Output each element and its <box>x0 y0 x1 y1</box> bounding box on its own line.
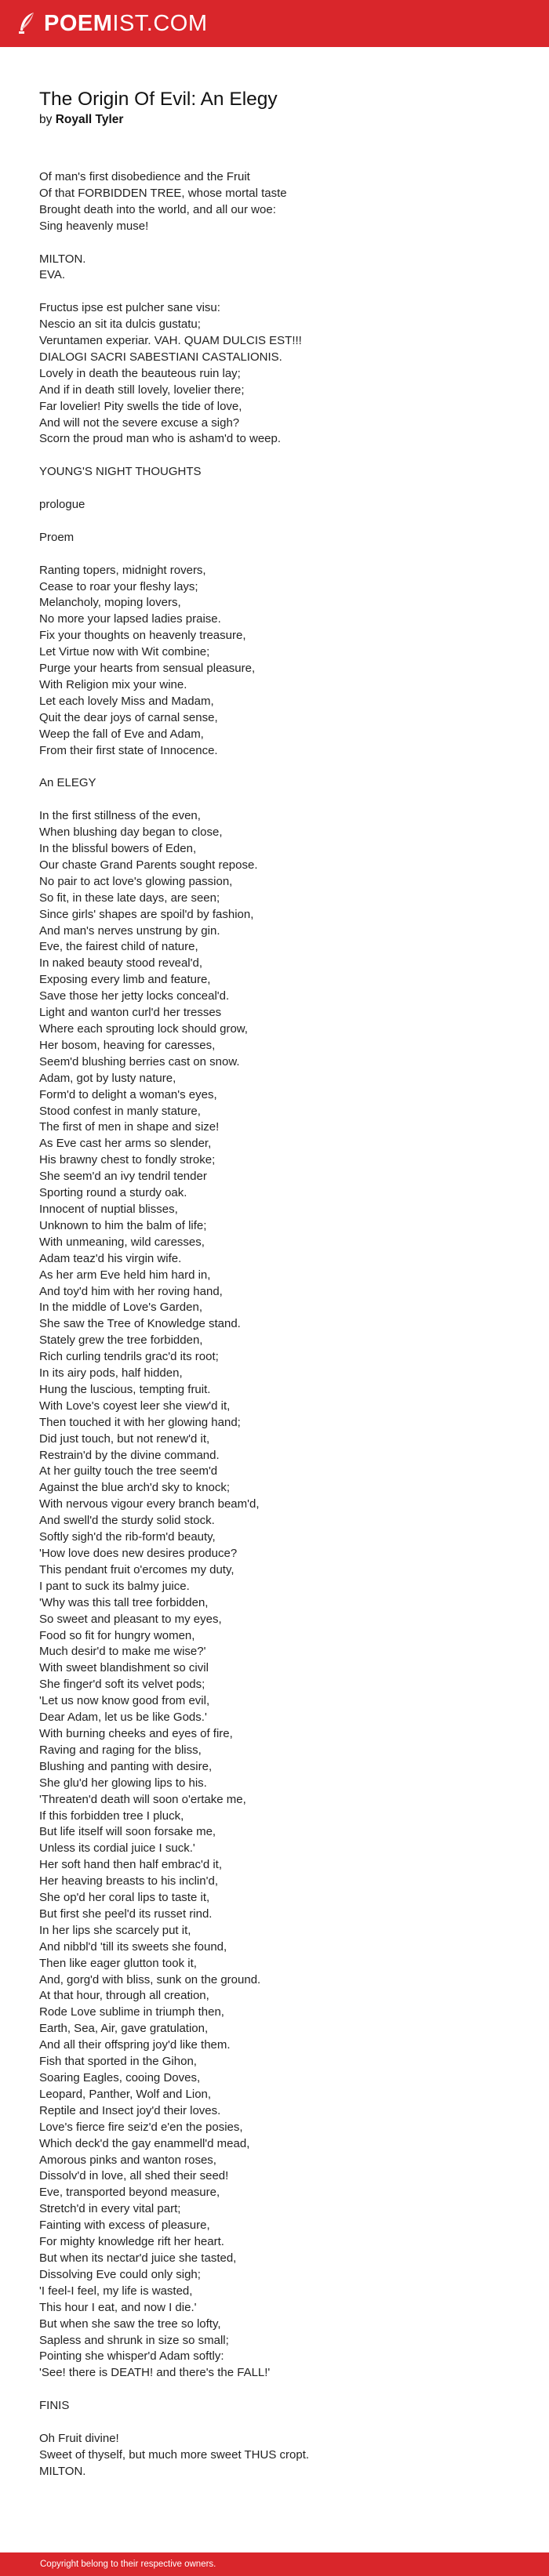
poem-line: Blushing and panting with desire, <box>39 1759 213 1773</box>
poem-line: Purge your hearts from sensual pleasure, <box>39 662 256 676</box>
poem-line: This hour I eat, and now I die.' <box>39 2300 197 2314</box>
poem-line: Eve, the fairest child of nature, <box>39 940 198 954</box>
poem-line: Innocent of nuptial blisses, <box>39 1202 178 1216</box>
poem-line: In the middle of Love's Garden, <box>39 1301 202 1315</box>
poem-line: 'Let us now know good from evil, <box>39 1694 210 1708</box>
poem-line: Weep the fall of Eve and Adam, <box>39 727 204 741</box>
poem-line: Lovely in death the beauteous ruin lay; <box>39 366 241 380</box>
poem-stanza <box>39 563 518 760</box>
poem-line: Adam, got by lusty nature, <box>39 1071 176 1085</box>
poem-stanza <box>39 300 518 448</box>
poem-line: MILTON. <box>39 2464 86 2478</box>
poem-line: At that hour, through all creation, <box>39 1989 209 2003</box>
poem-line: Her heaving breasts to his inclin'd, <box>39 1874 218 1888</box>
poem-line: Form'd to delight a woman's eyes, <box>39 1087 217 1101</box>
poem-stanza <box>39 464 518 481</box>
poem-line: Soaring Eagles, cooing Doves, <box>39 2071 201 2084</box>
poem-line: EVA. <box>39 268 66 282</box>
poem-line: Melancholy, moping lovers, <box>39 596 181 610</box>
poem-line: If this forbidden tree I pluck, <box>39 1809 184 1823</box>
site-footer <box>0 2552 549 2576</box>
poem-line: Much desir'd to make me wise?' <box>39 1645 206 1659</box>
poem-line: Stretch'd in every vital part; <box>39 2202 181 2216</box>
poem-stanza <box>39 497 518 513</box>
poem-line: Unless its cordial juice I suck.' <box>39 1841 195 1856</box>
byline-prefix: by <box>39 113 53 126</box>
poem-line: With unmeaning, wild caresses, <box>39 1235 205 1249</box>
poem-line: YOUNG'S NIGHT THOUGHTS <box>39 465 202 479</box>
poem-line: From their first state of Innocence. <box>39 743 218 757</box>
poem-line: 'See! there is DEATH! and there's the FALL!' <box>39 2366 271 2380</box>
poem-line: Of that FORBIDDEN TREE, whose mortal taste <box>39 186 287 200</box>
poem-line: As Eve cast her arms so slender, <box>39 1137 212 1151</box>
site-header <box>0 0 549 47</box>
poem-line: She seem'd an ivy tendril tender <box>39 1170 207 1184</box>
poem-line: She saw the Tree of Knowledge stand. <box>39 1317 241 1331</box>
poem-stanza <box>39 2431 518 2480</box>
poem-line: Restrain'd by the divine command. <box>39 1448 220 1462</box>
logo-text-light: IST.COM <box>112 10 208 36</box>
poem-line: She op'd her coral lips to taste it, <box>39 1891 210 1905</box>
poem-line: Rode Love sublime in triumph then, <box>39 2005 224 2019</box>
poem-line: Earth, Sea, Air, gave gratulation, <box>39 2022 209 2036</box>
logo-text-bold: POEM <box>44 10 113 36</box>
poem-stanza <box>39 169 518 235</box>
poem-line: Amorous pinks and wanton roses, <box>39 2153 216 2167</box>
poem-line: Leopard, Panther, Wolf and Lion, <box>39 2087 212 2101</box>
poem-line: prologue <box>39 498 85 512</box>
poem-line: In the blissful bowers of Eden, <box>39 842 197 856</box>
poem-line: Unknown to him the balm of life; <box>39 1218 207 1232</box>
poem-line: At her guilty touch the tree seem'd <box>39 1464 218 1478</box>
poem-stanza <box>39 2398 518 2415</box>
poem-stanza <box>39 252 518 285</box>
poem-line: Dissolv'd in love, all shed their seed! <box>39 2169 229 2183</box>
poem-line: Brought death into the world, and all our woe: <box>39 202 276 216</box>
poem-line: Fainting with excess of pleasure, <box>39 2219 210 2233</box>
author-link[interactable]: Royall Tyler <box>55 113 124 126</box>
poem-line: Let Virtue now with Wit combine; <box>39 645 210 659</box>
poem-line: As her arm Eve held him hard in, <box>39 1268 211 1282</box>
poem-line: Food so fit for hungry women, <box>39 1628 195 1642</box>
poem-line: Nescio an sit ita dulcis gustatu; <box>39 317 201 332</box>
poem-line: Where each sprouting lock should grow, <box>39 1022 248 1036</box>
feather-pen-icon <box>16 12 37 35</box>
poem-line: With sweet blandishment so civil <box>39 1661 209 1675</box>
poem-line: Veruntamen experiar. VAH. QUAM DULCIS EST!!! <box>39 334 302 348</box>
poem-line: MILTON. <box>39 252 86 266</box>
poem-line: She finger'd soft its velvet pods; <box>39 1678 205 1692</box>
poem-line: Stately grew the tree forbidden, <box>39 1333 203 1348</box>
poem-line: Quit the dear joys of carnal sense, <box>39 710 218 724</box>
poem-line: But life itself will soon forsake me, <box>39 1825 216 1839</box>
poem-line: Light and wanton curl'd her tresses <box>39 1006 222 1020</box>
poem-line: And man's nerves unstrung by gin. <box>39 923 220 938</box>
poem-line: Pointing she whisper'd Adam softly: <box>39 2349 224 2364</box>
poem-line: 'How love does new desires produce? <box>39 1547 238 1560</box>
poem-line: FINIS <box>39 2399 70 2413</box>
poem-line: And, gorg'd with bliss, sunk on the ground. <box>39 1972 261 1986</box>
poem-line: Then like eager glutton took it, <box>39 1956 197 1970</box>
poem-line: When blushing day began to close, <box>39 825 223 840</box>
poem-line: With Love's coyest leer she view'd it, <box>39 1399 231 1413</box>
poem-line: Sporting round a sturdy oak. <box>39 1186 187 1200</box>
poem-line: Her bosom, heaving for caresses, <box>39 1038 216 1052</box>
poem-line: Dissolving Eve could only sigh; <box>39 2267 201 2281</box>
poem-line: Softly sigh'd the rib-form'd beauty, <box>39 1530 216 1544</box>
poem-line: Which deck'd the gay enammell'd mead, <box>39 2136 250 2150</box>
poem-line: Rich curling tendrils grac'd its root; <box>39 1350 219 1364</box>
poem-line: Then touched it with her glowing hand; <box>39 1415 241 1429</box>
poem-line: So fit, in these late days, are seen; <box>39 891 220 905</box>
poem-line: She glu'd her glowing lips to his. <box>39 1776 207 1790</box>
poem-line: Sapless and shrunk in size so small; <box>39 2333 229 2347</box>
poem-line: Scorn the proud man who is asham'd to weep. <box>39 432 282 446</box>
poem-line: Against the blue arch'd sky to knock; <box>39 1481 230 1495</box>
poem-line: Raving and raging for the bliss, <box>39 1743 202 1757</box>
poem-line: 'Threaten'd death will soon o'ertake me, <box>39 1792 246 1806</box>
poem-line: No pair to act love's glowing passion, <box>39 874 233 888</box>
poem-line: This pendant fruit o'ercomes my duty, <box>39 1562 235 1576</box>
poem-line: Cease to roar your fleshy lays; <box>39 579 198 593</box>
poem-line: But when its nectar'd juice she tasted, <box>39 2251 237 2265</box>
poem-line: Of man's first disobedience and the Fruit <box>39 170 250 183</box>
poem-line: No more your lapsed ladies praise. <box>39 612 221 626</box>
poem-line: In her lips she scarcely put it, <box>39 1923 191 1937</box>
poem-body <box>39 169 518 2480</box>
poem-line: Sweet of thyself, but much more sweet THUS cropt. <box>39 2447 310 2462</box>
poem-line: For mighty knowledge rift her heart. <box>39 2235 224 2249</box>
poem-line: And will not the severe excuse a sigh? <box>39 415 240 430</box>
poem-line: Reptile and Insect joy'd their loves. <box>39 2103 221 2117</box>
poem-line: Since girls' shapes are spoil'd by fashion, <box>39 907 254 921</box>
poem-line: But first she peel'd its russet rind. <box>39 1907 213 1921</box>
poem-line: And swell'd the sturdy solid stock. <box>39 1514 215 1528</box>
poem-line: Did just touch, but not renew'd it, <box>39 1431 210 1446</box>
poem-line: Our chaste Grand Parents sought repose. <box>39 858 258 872</box>
poem-line: Sing heavenly muse! <box>39 219 149 233</box>
poem-line: I pant to suck its balmy juice. <box>39 1579 190 1593</box>
poem-title: The Origin Of Evil: An Elegy <box>39 89 278 110</box>
poem-line: 'I feel-I feel, my life is wasted, <box>39 2284 193 2298</box>
poem-line: Let each lovely Miss and Madam, <box>39 694 214 708</box>
poem-line: Save those her jetty locks conceal'd. <box>39 989 230 1003</box>
poem-line: Her soft hand then half embrac'd it, <box>39 1858 222 1872</box>
poem-line: So sweet and pleasant to my eyes, <box>39 1612 222 1626</box>
poem-line: DIALOGI SACRI SABESTIANI CASTALIONIS. <box>39 350 282 364</box>
poem-line: Ranting topers, midnight rovers, <box>39 563 206 577</box>
poem-line: And if in death still lovely, lovelier there; <box>39 383 245 397</box>
poem-line: 'Why was this tall tree forbidden, <box>39 1595 209 1609</box>
poem-line: Fix your thoughts on heavenly treasure, <box>39 629 246 643</box>
poem-line: Proem <box>39 530 75 544</box>
poem-line: And all their offspring joy'd like them. <box>39 2038 231 2052</box>
poem-stanza <box>39 530 518 546</box>
poem-line: Fructus ipse est pulcher sane visu: <box>39 301 220 315</box>
poem-line: In the first stillness of the even, <box>39 809 201 823</box>
poem-stanza <box>39 775 518 792</box>
poem-line: And nibbl'd 'till its sweets she found, <box>39 1939 227 1954</box>
poem-line: With Religion mix your wine. <box>39 678 187 691</box>
poem-line: In its airy pods, half hidden, <box>39 1366 183 1381</box>
poem-article <box>39 88 518 2497</box>
poem-line: Exposing every limb and feature, <box>39 973 211 987</box>
poem-line: The first of men in shape and size! <box>39 1120 220 1134</box>
poem-line: His brawny chest to fondly stroke; <box>39 1153 216 1167</box>
poem-line: Stood confest in manly stature, <box>39 1104 201 1118</box>
poem-line: Adam teaz'd his virgin wife. <box>39 1251 182 1265</box>
site-logo[interactable] <box>16 11 208 37</box>
poem-line: And toy'd him with her roving hand, <box>39 1284 223 1298</box>
copyright-text: Copyright belong to their respective owners. <box>40 2560 216 2569</box>
poem-line: Far lovelier! Pity swells the tide of love, <box>39 399 242 413</box>
poem-line: Eve, transported beyond measure, <box>39 2186 220 2200</box>
poem-line: Dear Adam, let us be like Gods.' <box>39 1711 207 1725</box>
poem-line: An ELEGY <box>39 776 96 790</box>
poem-line: Seem'd blushing berries cast on snow. <box>39 1054 240 1068</box>
poem-stanza <box>39 808 518 2382</box>
poem-line: Hung the luscious, tempting fruit. <box>39 1382 211 1396</box>
poem-line: With burning cheeks and eyes of fire, <box>39 1726 233 1740</box>
poem-line: Fish that sported in the Gihon, <box>39 2055 197 2069</box>
poem-line: Love's fierce fire seiz'd e'en the posies, <box>39 2120 243 2134</box>
poem-byline <box>39 112 518 128</box>
poem-line: In naked beauty stood reveal'd, <box>39 956 203 971</box>
poem-line: With nervous vigour every branch beam'd, <box>39 1497 260 1511</box>
poem-line: But when she saw the tree so lofty, <box>39 2317 221 2331</box>
poem-line: Oh Fruit divine! <box>39 2431 119 2445</box>
